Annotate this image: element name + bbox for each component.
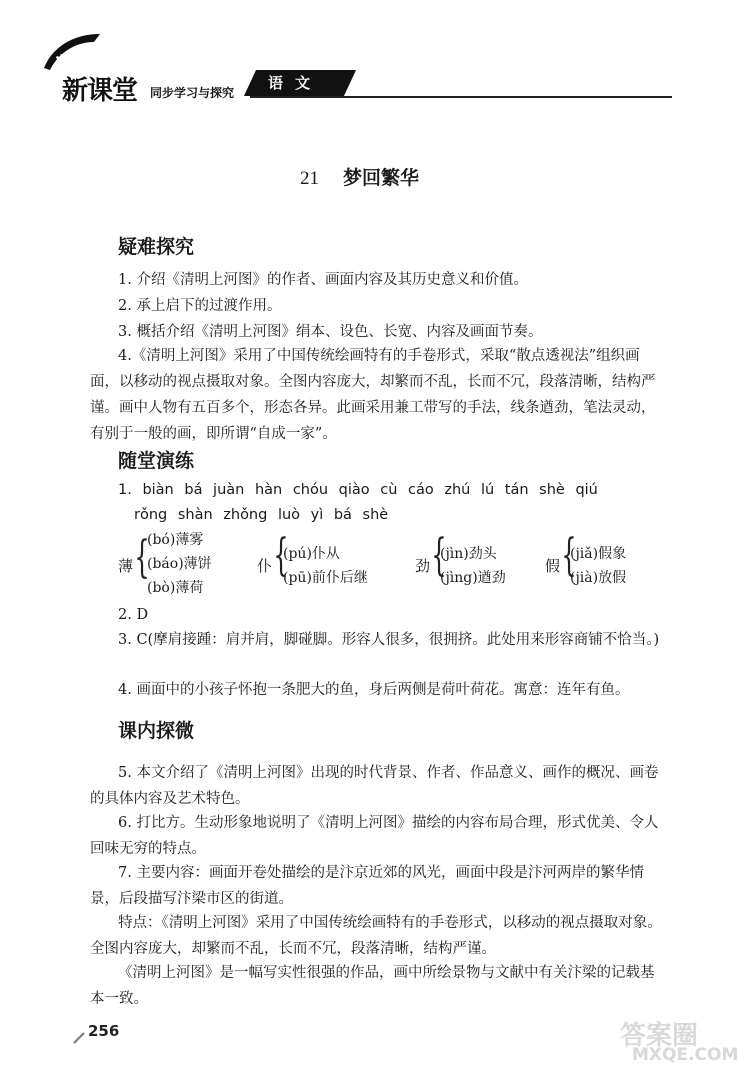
watermark-url: MXQE.COM	[632, 1045, 739, 1065]
list-item: 5. 本文介绍了《清明上河图》出现的时代背景、作者、作品意义、画作的概况、画卷的具体内容及艺术特色。	[90, 765, 659, 807]
polyphone-option: (báo)薄饼	[147, 556, 212, 572]
polyphone-option: (pú)仆从	[283, 546, 340, 562]
lesson-name: 梦回繁华	[343, 167, 420, 189]
lesson-number: 21	[300, 168, 319, 189]
polyphone-char: 薄	[118, 557, 134, 575]
polyphone-option: (pū)前仆后继	[283, 570, 368, 586]
polyphone-option: (jìng)遒劲	[440, 570, 506, 586]
brace-glyph: {	[273, 530, 289, 581]
watermark-text: 答案圈	[620, 1021, 699, 1051]
header-rule	[250, 96, 672, 98]
section-heading-1: 疑难探究	[118, 236, 195, 258]
pinyin-answers-line2: rǒng shàn zhǒng luò yì bá shè	[134, 507, 389, 523]
list-item: 3. 概括介绍《清明上河图》绢本、设色、长宽、内容及画面节奏。	[118, 324, 543, 340]
series-name: 同步学习与探究	[150, 86, 235, 100]
polyphone-char: 仆	[257, 557, 273, 575]
section-heading-3: 课内探微	[118, 720, 195, 742]
polyphone-option: (jìn)劲头	[440, 546, 497, 562]
polyphone-char: 假	[545, 557, 561, 575]
polyphone-option: (jià)放假	[570, 570, 627, 586]
list-item: 3. C(摩肩接踵：肩并肩，脚碰脚。形容人很多，很拥挤。此处用来形容商铺不恰当。)	[118, 632, 660, 648]
list-item: 1. 介绍《清明上河图》的作者、画面内容及其历史意义和价值。	[118, 272, 528, 288]
pen-icon	[72, 1030, 86, 1044]
polyphone-option: (bò)薄荷	[147, 580, 204, 596]
polyphone-char: 劲	[415, 557, 431, 575]
subject-label: 语文	[268, 74, 323, 92]
pinyin-answers-line1: 1. biàn bá juàn hàn chóu qiào cù cáo zhú lú tán shè qiú	[118, 482, 598, 498]
page-number: 256	[88, 1022, 120, 1040]
list-item: 特点：《清明上河图》采用了中国传统绘画特有的手卷形式，以移动的视点摄取对象。全图内容庞大，却繁而不乱，长而不冗，段落清晰，结构严谨。	[90, 915, 662, 957]
section-heading-2: 随堂演练	[118, 450, 195, 472]
polyphone-option: (jiǎ)假象	[570, 546, 627, 562]
svg-text:NEW: NEW	[54, 44, 84, 67]
brace-glyph: {	[561, 530, 577, 581]
brand-name: 新课堂	[62, 76, 138, 106]
list-item: 7. 主要内容：画面开卷处描绘的是汴京近郊的风光，画面中段是汴河两岸的繁华情景，后段描写汴梁市区的街道。	[90, 865, 644, 907]
list-item: 6. 打比方。生动形象地说明了《清明上河图》描绘的内容布局合理，形式优美、令人回味无穷的特点。	[90, 815, 659, 857]
list-item: 4. 画面中的小孩子怀抱一条肥大的鱼，身后两侧是荷叶荷花。寓意：连年有鱼。	[118, 682, 630, 698]
publisher-logo	[38, 28, 108, 74]
polyphone-option: (bó)薄雾	[147, 532, 204, 548]
list-item: 2. D	[118, 607, 149, 623]
brace-glyph: {	[134, 532, 150, 583]
brace-glyph: {	[431, 530, 447, 581]
list-item: 4.《清明上河图》采用了中国传统绘画特有的手卷形式，采取“散点透视法”组织画面，以移动的视点摄取对象。全图内容庞大，却繁而不乱，长而不冗，段落清晰，结构严谨。画中人物有五百多个，形态各异。此画采用兼工带写的手法，线条遒劲，笔法灵动，有别于一般的画，即所谓“自成一家”。	[90, 348, 656, 442]
lesson-title	[300, 163, 419, 190]
list-item: 2. 承上启下的过渡作用。	[118, 298, 282, 314]
list-item: 《清明上河图》是一幅写实性很强的作品，画中所绘景物与文献中有关汴梁的记载基本一致。	[90, 965, 655, 1007]
